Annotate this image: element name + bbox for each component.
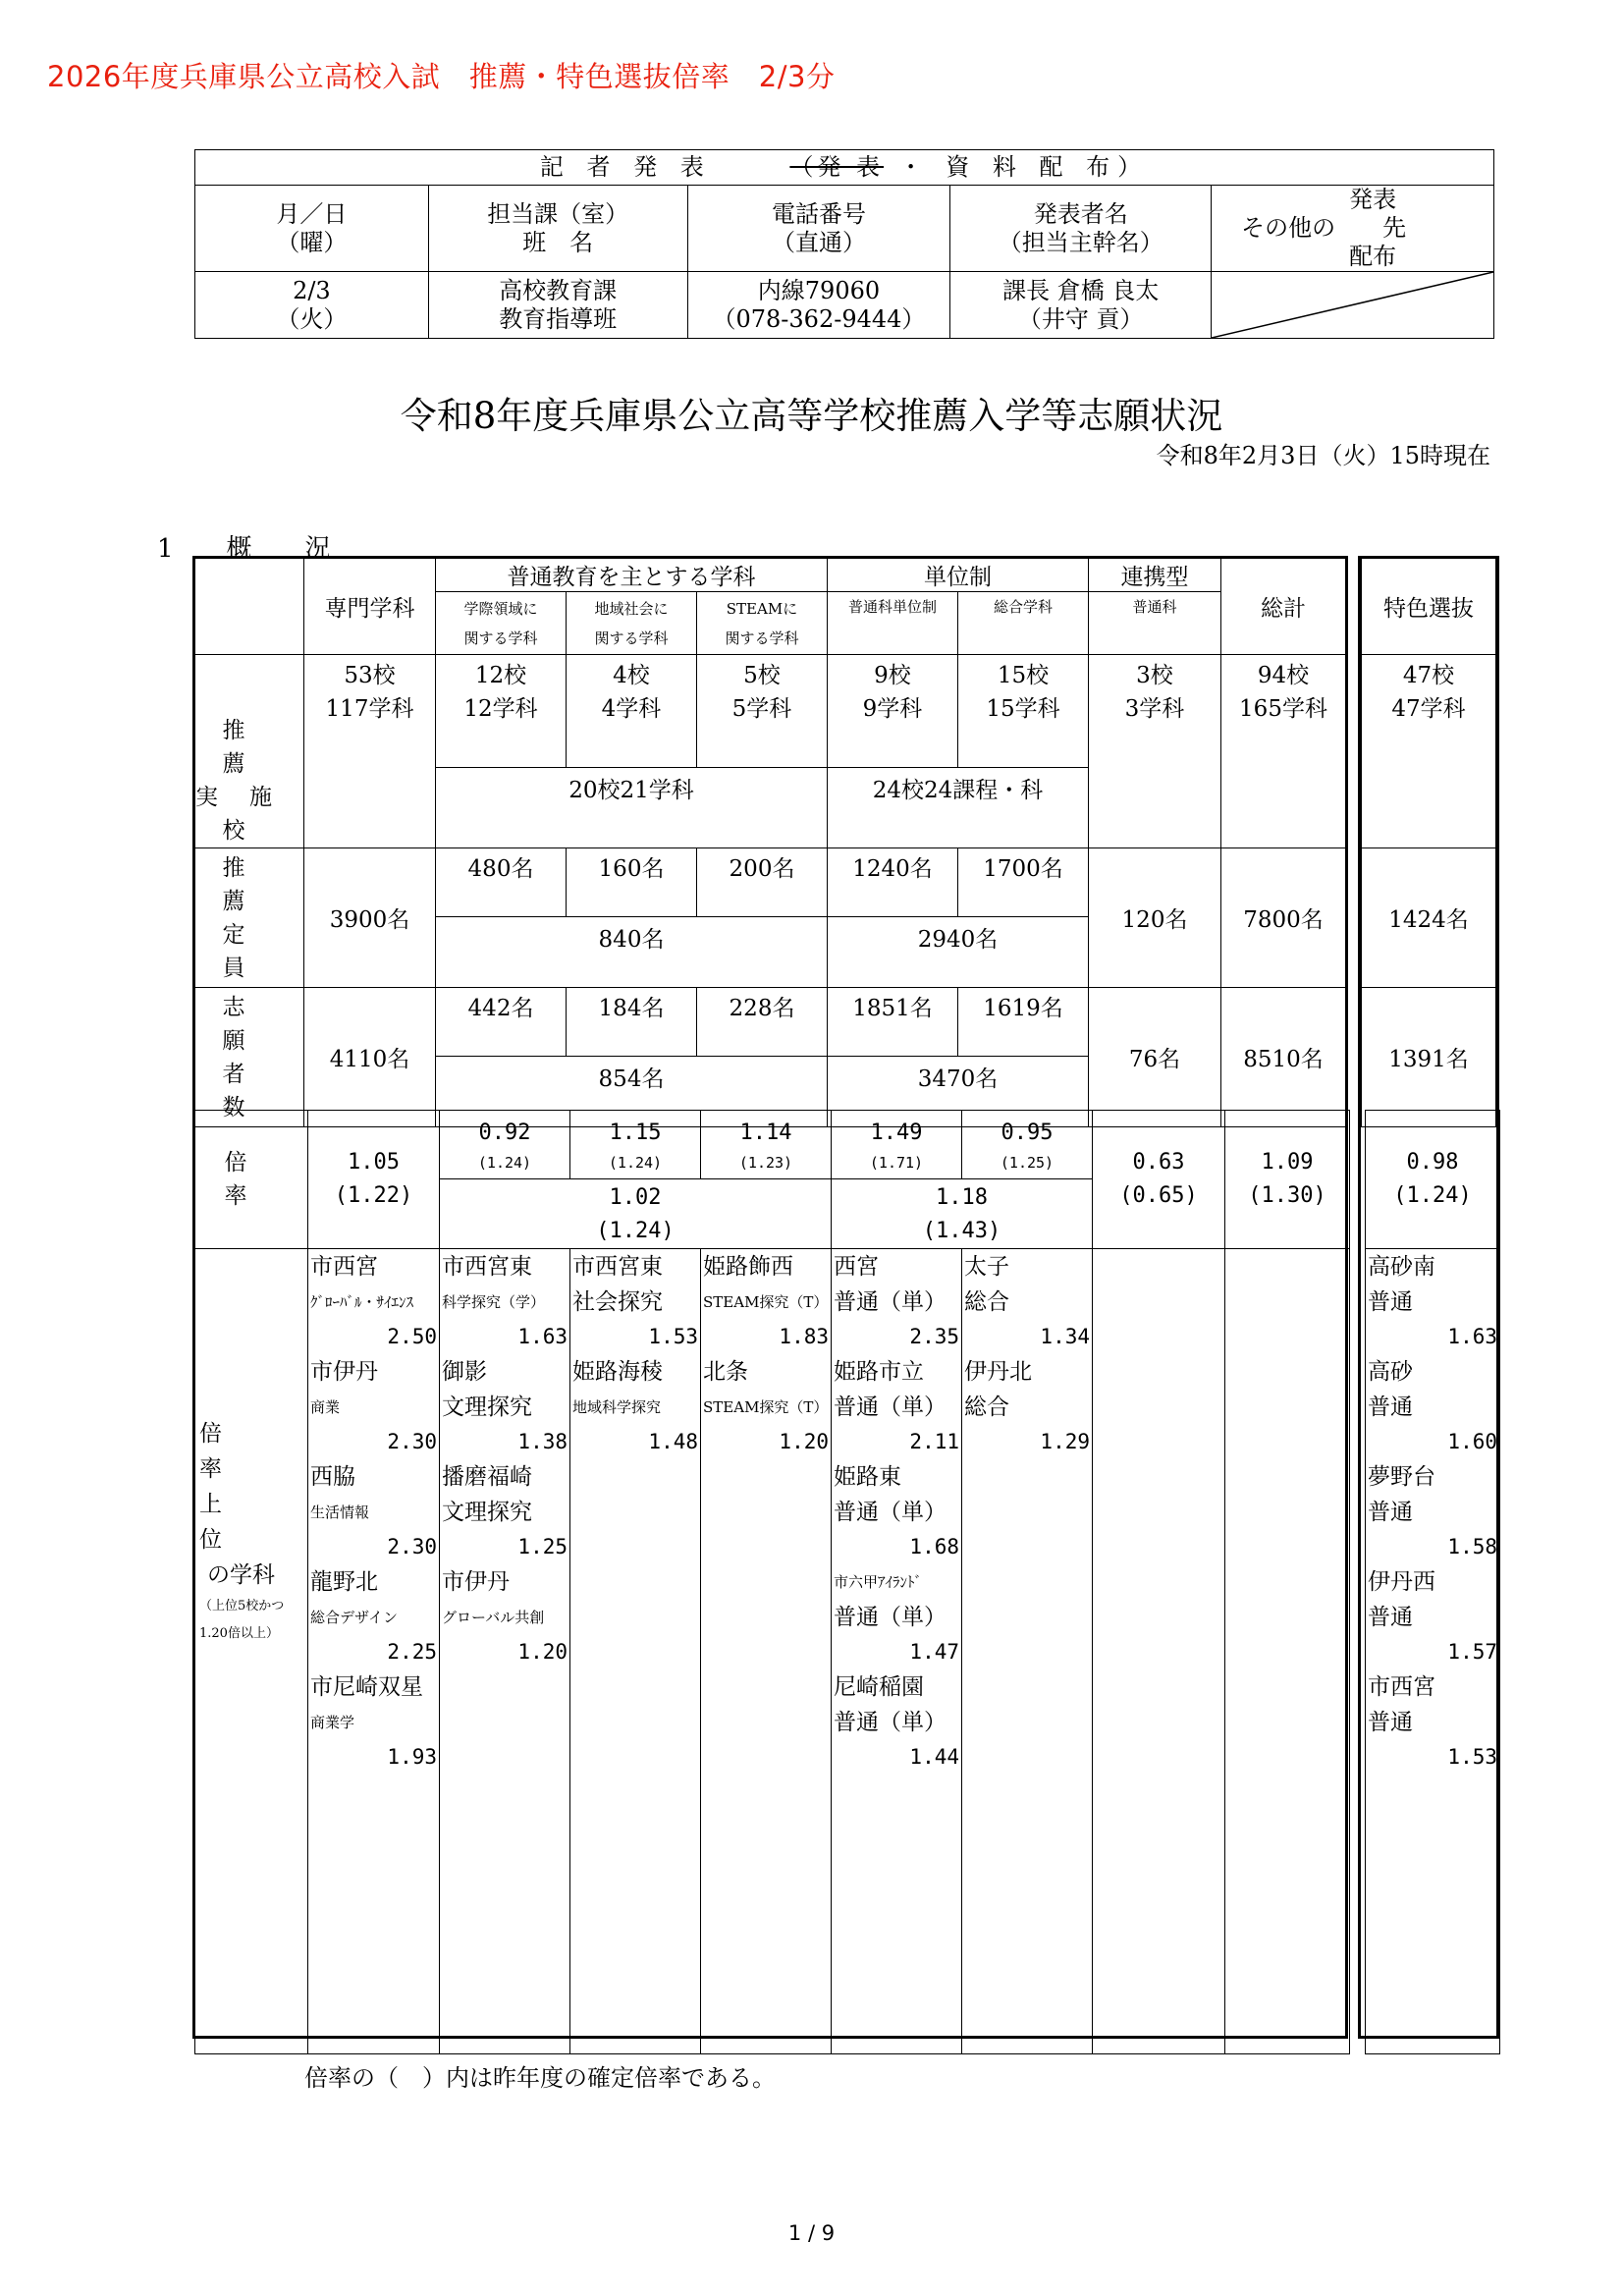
applicants-unit1: 1851名 bbox=[828, 988, 958, 1057]
dept-ratio: 1.44 bbox=[909, 1745, 959, 1769]
applicants-gen3: 228名 bbox=[697, 988, 828, 1057]
top-dept-entry bbox=[834, 1249, 959, 1354]
dept-name: 普通 bbox=[1368, 1710, 1413, 1735]
dept-ratio: 1.34 bbox=[1040, 1325, 1090, 1348]
top-dept-entry bbox=[442, 1249, 568, 1354]
schools-total: 94校 165学科 bbox=[1221, 655, 1346, 848]
school-name: 市伊丹 bbox=[442, 1569, 510, 1595]
col-link-group: 連携型 bbox=[1089, 559, 1221, 592]
applicants-gen2: 184名 bbox=[567, 988, 697, 1057]
header-dept: 担当課（室） 班 名 bbox=[428, 186, 687, 272]
top-dept-entry bbox=[310, 1564, 437, 1669]
dept-name: 商業学 bbox=[310, 1714, 355, 1731]
top-unit2 bbox=[962, 1249, 1093, 2054]
top-dept-entry bbox=[964, 1249, 1090, 1354]
value-date: 2/3 （火） bbox=[195, 272, 429, 339]
dept-name: 普通（単） bbox=[834, 1605, 947, 1630]
applicants-unit2: 1619名 bbox=[958, 988, 1089, 1057]
dept-ratio: 1.53 bbox=[648, 1325, 698, 1348]
ratio-special: 1.05 (1.22) bbox=[308, 1111, 440, 1249]
row-label-applicants: 志 願 者 数 bbox=[195, 988, 304, 1127]
value-dept: 高校教育課 教育指導班 bbox=[428, 272, 687, 339]
school-name: 北条 bbox=[703, 1359, 748, 1385]
dept-ratio: 1.57 bbox=[1447, 1640, 1497, 1664]
applicants-special: 4110名 bbox=[304, 988, 436, 1127]
school-name: 太子 bbox=[964, 1254, 1009, 1280]
col-gen3: STEAMに 関する学科 bbox=[697, 592, 828, 655]
applicants-gen1: 442名 bbox=[436, 988, 567, 1057]
header-other: 発表 その他の 先 配布 bbox=[1212, 186, 1494, 272]
dept-ratio: 1.48 bbox=[648, 1430, 698, 1453]
application-status-table bbox=[194, 558, 1496, 1127]
schools-special: 53校 117学科 bbox=[304, 655, 436, 848]
top-dept-entry bbox=[834, 1564, 959, 1669]
page-number: 1 / 9 bbox=[787, 2221, 836, 2245]
press-heading: 記 者 発 表 （発 表 ・ 資 料 配 布） bbox=[195, 150, 1494, 186]
top-tokushoku bbox=[1366, 1249, 1500, 2054]
press-release-table bbox=[194, 149, 1494, 339]
diagonal-line bbox=[1212, 272, 1493, 338]
applicants-link: 76名 bbox=[1089, 988, 1221, 1127]
top-total bbox=[1225, 1249, 1350, 2054]
ratio-table bbox=[194, 1110, 1500, 2054]
row-label-top-depts: 倍 率 上 位 の学科 （上位5校かつ 1.20倍以上） bbox=[195, 1249, 308, 2054]
ratio-unit2: 0.95 (1.25) bbox=[962, 1111, 1093, 1179]
top-dept-entry bbox=[834, 1459, 959, 1564]
ratio-unit1: 1.49 (1.71) bbox=[832, 1111, 962, 1179]
top-dept-entry bbox=[703, 1354, 829, 1459]
dept-name: 総合 bbox=[964, 1394, 1009, 1420]
dept-name: STEAM探究（T） bbox=[703, 1293, 829, 1311]
school-name: 伊丹北 bbox=[964, 1359, 1032, 1385]
col-tokushoku: 特色選抜 bbox=[1362, 559, 1496, 655]
school-name: 高砂南 bbox=[1368, 1254, 1435, 1280]
col-unit2: 総合学科 bbox=[958, 592, 1089, 655]
value-other-empty bbox=[1212, 272, 1494, 339]
capacity-gen-sum: 840名 bbox=[436, 917, 828, 988]
top-dept-entry bbox=[442, 1564, 568, 1669]
dept-name: 生活情報 bbox=[310, 1503, 370, 1521]
dept-ratio: 1.68 bbox=[909, 1535, 959, 1558]
dept-name: 普通 bbox=[1368, 1500, 1413, 1525]
top-dept-entry bbox=[834, 1669, 959, 1775]
dept-name: 普通（単） bbox=[834, 1289, 947, 1315]
dept-name: ｸﾞﾛｰﾊﾞﾙ・ｻｲｴﾝｽ bbox=[310, 1293, 414, 1311]
top-unit1 bbox=[832, 1249, 962, 2054]
value-person: 課長 倉橋 良太 （井守 貢） bbox=[950, 272, 1212, 339]
school-name: 尼崎稲園 bbox=[834, 1674, 924, 1700]
gap-column bbox=[1346, 559, 1362, 1127]
gap-column bbox=[1350, 1249, 1366, 2054]
school-name: 姫路市立 bbox=[834, 1359, 924, 1385]
top-dept-entry bbox=[1368, 1669, 1497, 1775]
col-unit-group: 単位制 bbox=[828, 559, 1089, 592]
ratio-gen-sum: 1.02 (1.24) bbox=[440, 1179, 832, 1249]
top-gen3 bbox=[701, 1249, 832, 2054]
school-name: 西宮 bbox=[834, 1254, 879, 1280]
capacity-link: 120名 bbox=[1089, 848, 1221, 988]
col-link1: 普通科 bbox=[1089, 592, 1221, 655]
schools-gen3: 5校 5学科 bbox=[697, 655, 828, 768]
dept-ratio: 1.63 bbox=[517, 1325, 568, 1348]
ratio-gen2: 1.15 (1.24) bbox=[570, 1111, 701, 1179]
dept-name: 普通 bbox=[1368, 1605, 1413, 1630]
schools-unit2: 15校 15学科 bbox=[958, 655, 1089, 768]
top-dept-entry bbox=[310, 1669, 437, 1775]
dept-ratio: 1.29 bbox=[1040, 1430, 1090, 1453]
col-gen1: 学際領域に 関する学科 bbox=[436, 592, 567, 655]
top-dept-entry bbox=[834, 1354, 959, 1459]
dept-name: 総合デザイン bbox=[310, 1609, 398, 1626]
applicants-total: 8510名 bbox=[1221, 988, 1346, 1127]
dept-ratio: 1.20 bbox=[517, 1640, 568, 1664]
dept-name: グローバル共創 bbox=[442, 1609, 545, 1626]
dept-name: 文理探究 bbox=[442, 1394, 532, 1420]
top-dept-entry bbox=[703, 1249, 829, 1354]
dept-name: STEAM探究（T） bbox=[703, 1398, 829, 1416]
corner-cell bbox=[195, 559, 304, 655]
dept-name: 商業 bbox=[310, 1398, 341, 1416]
top-special bbox=[308, 1249, 440, 2054]
capacity-unit1: 1240名 bbox=[828, 848, 958, 917]
top-dept-entry bbox=[310, 1459, 437, 1564]
footnote: 倍率の（ ）内は昨年度の確定倍率である。 bbox=[304, 2064, 776, 2092]
dept-name: 科学探究（学） bbox=[442, 1293, 546, 1311]
gap-column bbox=[1350, 1111, 1366, 1249]
dept-name: 普通（単） bbox=[834, 1394, 947, 1420]
applicants-gen-sum: 854名 bbox=[436, 1057, 828, 1127]
value-tel: 内線79060 （078-362-9444） bbox=[687, 272, 950, 339]
dept-ratio: 2.11 bbox=[909, 1430, 959, 1453]
dept-ratio: 1.63 bbox=[1447, 1325, 1497, 1348]
top-dept-entry bbox=[310, 1354, 437, 1459]
ratio-link: 0.63 (0.65) bbox=[1093, 1111, 1225, 1249]
dept-name: 普通 bbox=[1368, 1394, 1413, 1420]
dept-ratio: 1.58 bbox=[1447, 1535, 1497, 1558]
school-name: 夢野台 bbox=[1368, 1464, 1435, 1490]
top-gen2 bbox=[570, 1249, 701, 2054]
ratio-unit-sum: 1.18 (1.43) bbox=[832, 1179, 1093, 1249]
col-special: 専門学科 bbox=[304, 559, 436, 655]
dept-name: 普通 bbox=[1368, 1289, 1413, 1315]
dept-name: 社会探究 bbox=[572, 1289, 663, 1315]
dept-ratio: 1.53 bbox=[1447, 1745, 1497, 1769]
capacity-unit-sum: 2940名 bbox=[828, 917, 1089, 988]
school-name: 市伊丹 bbox=[310, 1359, 378, 1385]
dept-name: 普通（単） bbox=[834, 1500, 947, 1525]
top-dept-entry bbox=[572, 1354, 698, 1459]
schools-gen-sum: 20校21学科 bbox=[436, 768, 828, 848]
schools-link: 3校 3学科 bbox=[1089, 655, 1221, 848]
school-name: 市西宮東 bbox=[442, 1254, 532, 1280]
top-gen1 bbox=[440, 1249, 570, 2054]
capacity-gen3: 200名 bbox=[697, 848, 828, 917]
row-label-capacity: 推 薦 定 員 bbox=[195, 848, 304, 988]
top-dept-entry bbox=[1368, 1354, 1497, 1459]
ratio-tokushoku: 0.98 (1.24) bbox=[1366, 1111, 1500, 1249]
capacity-total: 7800名 bbox=[1221, 848, 1346, 988]
dept-name: 総合 bbox=[964, 1289, 1009, 1315]
dept-ratio: 1.38 bbox=[517, 1430, 568, 1453]
top-dept-entry bbox=[1368, 1459, 1497, 1564]
school-name: 市西宮 bbox=[310, 1254, 378, 1280]
school-name: 姫路飾西 bbox=[703, 1254, 793, 1280]
school-name: 御影 bbox=[442, 1359, 487, 1385]
schools-unit1: 9校 9学科 bbox=[828, 655, 958, 768]
dept-ratio: 2.35 bbox=[909, 1325, 959, 1348]
col-general-group: 普通教育を主とする学科 bbox=[436, 559, 828, 592]
top-dept-entry bbox=[964, 1354, 1090, 1459]
capacity-special: 3900名 bbox=[304, 848, 436, 988]
dept-ratio: 1.20 bbox=[779, 1430, 829, 1453]
schools-gen2: 4校 4学科 bbox=[567, 655, 697, 768]
header-person: 発表者名 （担当主幹名） bbox=[950, 186, 1212, 272]
schools-tokushoku: 47校 47学科 bbox=[1362, 655, 1496, 848]
ratio-total: 1.09 (1.30) bbox=[1225, 1111, 1350, 1249]
dept-name: 地域科学探究 bbox=[572, 1398, 662, 1416]
top-dept-entry bbox=[442, 1354, 568, 1459]
school-name: 龍野北 bbox=[310, 1569, 378, 1595]
capacity-unit2: 1700名 bbox=[958, 848, 1089, 917]
applicants-unit-sum: 3470名 bbox=[828, 1057, 1089, 1127]
school-name: 市尼崎双星 bbox=[310, 1674, 423, 1700]
page-title: 2026年度兵庫県公立高校入試 推薦・特色選抜倍率 2/3分 bbox=[47, 60, 836, 93]
ratio-gen1: 0.92 (1.24) bbox=[440, 1111, 570, 1179]
dept-name: 普通（単） bbox=[834, 1710, 947, 1735]
top-dept-entry bbox=[442, 1459, 568, 1564]
dept-ratio: 1.25 bbox=[517, 1535, 568, 1558]
section-heading: 1 概 況 bbox=[157, 534, 345, 564]
top-dept-entry bbox=[1368, 1564, 1497, 1669]
dept-ratio: 1.93 bbox=[387, 1745, 437, 1769]
dept-ratio: 2.50 bbox=[387, 1325, 437, 1348]
top-link bbox=[1093, 1249, 1225, 2054]
school-name: 播磨福崎 bbox=[442, 1464, 532, 1490]
capacity-gen1: 480名 bbox=[436, 848, 567, 917]
schools-unit-sum: 24校24課程・科 bbox=[828, 768, 1089, 848]
dept-ratio: 1.83 bbox=[779, 1325, 829, 1348]
document-title: 令和8年度兵庫県公立高等学校推薦入学等志願状況 bbox=[400, 395, 1223, 437]
school-name: 市六甲ｱｲﾗﾝﾄﾞ bbox=[834, 1573, 923, 1591]
school-name: 姫路東 bbox=[834, 1464, 901, 1490]
dept-ratio: 1.60 bbox=[1447, 1430, 1497, 1453]
capacity-gen2: 160名 bbox=[567, 848, 697, 917]
applicants-tokushoku: 1391名 bbox=[1362, 988, 1496, 1127]
top-dept-entry bbox=[572, 1249, 698, 1354]
school-name: 西脇 bbox=[310, 1464, 355, 1490]
ratio-gen3: 1.14 (1.23) bbox=[701, 1111, 832, 1179]
as-of-date: 令和8年2月3日（火）15時現在 bbox=[1156, 442, 1490, 469]
header-date: 月／日 （曜） bbox=[195, 186, 429, 272]
dept-ratio: 1.47 bbox=[909, 1640, 959, 1664]
school-name: 姫路海稜 bbox=[572, 1359, 663, 1385]
school-name: 市西宮東 bbox=[572, 1254, 663, 1280]
header-tel: 電話番号 （直通） bbox=[687, 186, 950, 272]
schools-gen1: 12校 12学科 bbox=[436, 655, 567, 768]
school-name: 伊丹西 bbox=[1368, 1569, 1435, 1595]
school-name: 市西宮 bbox=[1368, 1674, 1435, 1700]
col-total: 総計 bbox=[1221, 559, 1346, 655]
top-dept-entry bbox=[1368, 1249, 1497, 1354]
dept-ratio: 2.30 bbox=[387, 1430, 437, 1453]
row-label-schools: 推 薦 実施校 bbox=[195, 655, 304, 848]
row-label-ratio: 倍 率 bbox=[195, 1111, 308, 1249]
col-unit1: 普通科単位制 bbox=[828, 592, 958, 655]
dept-ratio: 2.30 bbox=[387, 1535, 437, 1558]
capacity-tokushoku: 1424名 bbox=[1362, 848, 1496, 988]
top-dept-entry bbox=[310, 1249, 437, 1354]
dept-name: 文理探究 bbox=[442, 1500, 532, 1525]
col-gen2: 地域社会に 関する学科 bbox=[567, 592, 697, 655]
dept-ratio: 2.25 bbox=[387, 1640, 437, 1664]
school-name: 高砂 bbox=[1368, 1359, 1413, 1385]
